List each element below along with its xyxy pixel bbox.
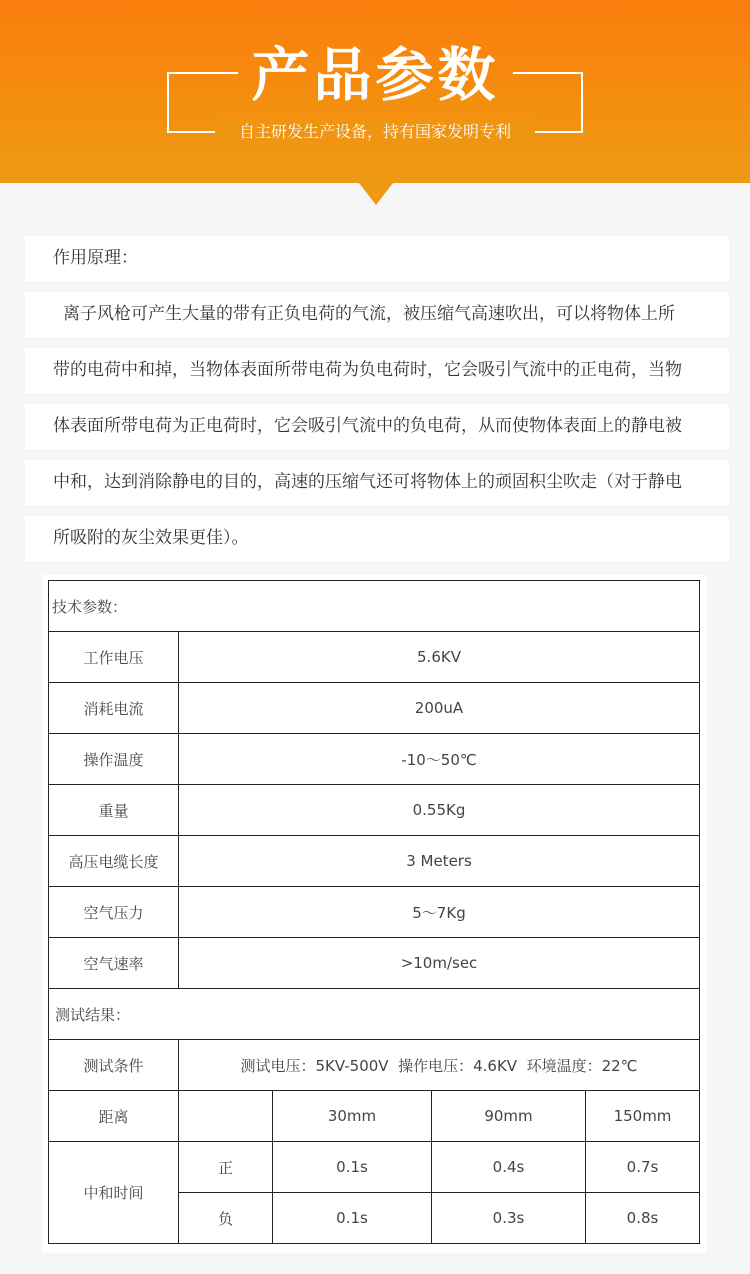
distance-value: 30mm	[272, 1090, 432, 1142]
principle-line: 所吸附的灰尘效果更佳）。	[25, 516, 729, 561]
banner-arrow	[359, 183, 393, 205]
spec-label: 消耗电流	[48, 682, 179, 734]
positive-time: 0.4s	[431, 1141, 586, 1193]
spec-label: 空气压力	[48, 886, 179, 938]
distance-blank-cell	[178, 1090, 273, 1142]
spec-value: 3 Meters	[178, 835, 700, 887]
page-title: 产品参数	[251, 41, 500, 109]
spec-label: 空气速率	[48, 937, 179, 989]
test-condition-label: 测试条件	[48, 1039, 179, 1091]
principle-line: 体表面所带电荷为正电荷时，它会吸引气流中的负电荷，从而使物体表面上的静电被	[25, 404, 729, 449]
spec-value: 200uA	[178, 682, 700, 734]
negative-time: 0.8s	[585, 1192, 700, 1244]
spec-label: 工作电压	[48, 631, 179, 683]
test-heading: 测试结果：	[48, 988, 700, 1040]
neutral-time-label: 中和时间	[48, 1141, 179, 1244]
negative-time: 0.3s	[431, 1192, 586, 1244]
spec-label: 重量	[48, 784, 179, 836]
spec-table	[42, 575, 707, 1253]
spec-value: 5～7Kg	[178, 886, 700, 938]
page-subtitle: 自主研发生产设备，持有国家发明专利	[215, 119, 535, 145]
spec-value: 5.6KV	[178, 631, 700, 683]
principle-line: 中和，达到消除静电的目的，高速的压缩气还可将物体上的顽固积尘吹走（对于静电	[25, 460, 729, 505]
test-condition-value: 测试电压：5KV-500V 操作电压：4.6KV 环境温度：22℃	[178, 1039, 700, 1091]
distance-value: 90mm	[431, 1090, 586, 1142]
spec-value: -10～50℃	[178, 733, 700, 785]
negative-label: 负	[178, 1192, 273, 1244]
principle-line: 离子风枪可产生大量的带有正负电荷的气流，被压缩气高速吹出，可以将物体上所	[25, 292, 729, 337]
principle-heading: 作用原理：	[25, 236, 729, 281]
spec-value: 0.55Kg	[178, 784, 700, 836]
specs-heading: 技术参数：	[48, 580, 700, 632]
distance-label: 距离	[48, 1090, 179, 1142]
negative-time: 0.1s	[272, 1192, 432, 1244]
positive-time: 0.1s	[272, 1141, 432, 1193]
spec-value: >10m/sec	[178, 937, 700, 989]
principle-line: 带的电荷中和掉，当物体表面所带电荷为负电荷时，它会吸引气流中的正电荷，当物	[25, 348, 729, 393]
spec-label: 高压电缆长度	[48, 835, 179, 887]
distance-value: 150mm	[585, 1090, 700, 1142]
positive-time: 0.7s	[585, 1141, 700, 1193]
positive-label: 正	[178, 1141, 273, 1193]
spec-label: 操作温度	[48, 733, 179, 785]
